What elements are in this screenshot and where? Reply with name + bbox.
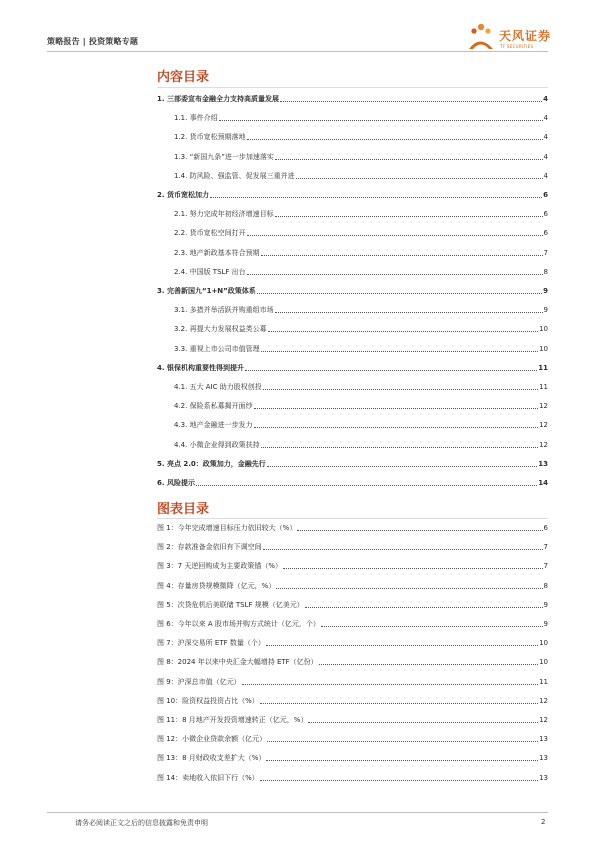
toc-entry-title: 1.3. “新国九条”进一步加速落实 (174, 152, 274, 161)
toc-entry[interactable] (157, 382, 548, 392)
toc-entry[interactable] (157, 286, 548, 296)
toc-entry[interactable] (157, 248, 548, 258)
toc-entry-page: 7 (543, 248, 548, 257)
toc-entry[interactable] (157, 677, 548, 687)
toc-leader-dots (261, 350, 538, 352)
toc-leader-dots (210, 196, 542, 198)
toc-entry[interactable] (157, 600, 548, 610)
toc-entry[interactable] (157, 734, 548, 744)
toc-leader-dots (247, 234, 543, 236)
figures-title-divider (157, 518, 548, 519)
toc-entry[interactable] (157, 401, 548, 411)
toc-entry-title: 2.2. 货币宽松空间打开 (174, 229, 246, 238)
toc-entry[interactable] (157, 657, 548, 667)
toc-leader-dots (254, 426, 538, 428)
toc-entry[interactable] (157, 638, 548, 648)
toc-leader-dots (321, 625, 543, 627)
brand-name-en: TF SECURITIES (500, 44, 534, 49)
toc-entry-title: 2.4. 中国版 TSLF 出台 (174, 267, 246, 276)
toc-entry-page: 4 (543, 152, 548, 161)
toc-entry-title: 图 3：7 天逆回购成为主要政策锚（%） (157, 562, 283, 571)
toc-leader-dots (219, 119, 543, 121)
toc-entry-title: 1. 三部委宣布金融全力支持高质量发展 (157, 95, 279, 103)
toc-entry-page: 6 (543, 191, 548, 199)
toc-leader-dots (263, 548, 543, 550)
toc-entry-page: 13 (539, 773, 548, 782)
toc-leader-dots (254, 407, 538, 409)
toc-entry[interactable] (157, 94, 548, 104)
toc-entry-title: 图 10：险资权益投资占比（%） (157, 696, 259, 705)
toc-leader-dots (260, 702, 538, 704)
toc-entry-page: 10 (539, 658, 548, 667)
toc-entry[interactable] (157, 132, 548, 142)
toc-entry[interactable] (157, 344, 548, 354)
toc-entry-title: 6. 风险提示 (157, 479, 195, 487)
footer-disclaimer: 请务必阅读正文之后的信息披露和免责申明 (75, 819, 208, 827)
toc-entry[interactable] (157, 753, 548, 763)
toc-leader-dots (196, 484, 537, 486)
toc-entry-page: 7 (543, 562, 548, 571)
toc-entry-title: 图 4：存量房贷规模微降（亿元，%） (157, 581, 276, 590)
toc-entry[interactable] (157, 478, 548, 488)
toc-entry[interactable] (157, 420, 548, 430)
toc-entry-title: 图 13：8 月财政收支差扩大（%） (157, 754, 266, 763)
toc-leader-dots (268, 330, 538, 332)
toc-entry-title: 图 11：8 月地产开发投资增速转正（亿元，%） (157, 716, 308, 724)
toc-entry-page: 12 (539, 716, 548, 724)
toc-entry-title: 3.3. 重视上市公司市值管理 (174, 344, 260, 353)
toc-entry[interactable] (157, 523, 548, 533)
toc-entry-title: 3. 完善新国九“1+N”政策体系 (157, 287, 256, 295)
toc-entry[interactable] (157, 619, 548, 629)
toc-entry-page: 4 (543, 114, 548, 123)
toc-entry-title: 图 1：今年完成增速目标压力依旧较大（%） (157, 524, 297, 532)
toc-leader-dots (267, 465, 537, 467)
figures-title: 图表目录 (157, 502, 210, 517)
toc-entry-title: 1.2. 货币宽松预期落地 (174, 133, 246, 142)
toc-entry-title: 2.3. 地产新政基本符合预期 (174, 248, 260, 257)
toc-entry-page: 9 (543, 306, 548, 315)
toc-leader-dots (261, 446, 538, 448)
toc-entry[interactable] (157, 267, 548, 277)
toc-leader-dots (263, 388, 538, 390)
toc-entry-title: 图 7：沪深交易所 ETF 数量（个） (157, 639, 265, 648)
toc-leader-dots (260, 779, 538, 781)
toc-entry-page: 8 (543, 267, 548, 276)
toc-entry-title: 图 14：卖地收入依旧下行（%） (157, 773, 259, 782)
brand-name-cn: 天风证券 (499, 29, 552, 43)
toc-entry[interactable] (157, 715, 548, 725)
toc-entry-page: 4 (543, 171, 548, 180)
toc-entry[interactable] (157, 152, 548, 162)
toc-entry-title: 图 9：沪深总市值（亿元） (157, 677, 241, 686)
toc-entry[interactable] (157, 542, 548, 552)
contents-title-divider (157, 87, 548, 88)
toc-entry-title: 4.3. 地产金融进一步发力 (174, 421, 253, 430)
contents-title: 内容目录 (157, 70, 210, 85)
toc-leader-dots (275, 311, 543, 313)
toc-entry-title: 图 6：今年以来 A 股市场并购方式统计（亿元，个） (157, 620, 320, 628)
brand-logo (466, 22, 561, 52)
toc-leader-dots (297, 529, 542, 531)
toc-entry-page: 13 (539, 735, 548, 744)
toc-entry[interactable] (157, 305, 548, 315)
toc-leader-dots (275, 215, 543, 217)
toc-entry-page: 12 (539, 440, 548, 449)
toc-leader-dots (280, 100, 542, 102)
toc-leader-dots (296, 177, 543, 179)
toc-leader-dots (276, 587, 542, 589)
toc-leader-dots (266, 759, 538, 761)
toc-entry-page: 11 (538, 363, 548, 372)
toc-entry-title: 4.2. 保险系私募揭开面纱 (174, 402, 253, 411)
toc-leader-dots (308, 721, 538, 723)
toc-entry-page: 10 (539, 639, 548, 648)
toc-entry-page: 13 (538, 459, 548, 468)
toc-entry[interactable] (157, 696, 548, 706)
toc-entry[interactable] (157, 324, 548, 334)
toc-leader-dots (257, 292, 542, 294)
toc-entry[interactable] (157, 773, 548, 783)
toc-leader-dots (245, 369, 537, 371)
toc-entry-page: 6 (543, 229, 548, 238)
toc-entry-title: 图 8：2024 年以来中央汇金大幅增持 ETF（亿份） (157, 658, 318, 667)
toc-entry[interactable] (157, 113, 548, 123)
toc-entry-title: 4.4. 小微企业得到政策扶持 (174, 440, 260, 449)
toc-entry[interactable] (157, 581, 548, 591)
toc-leader-dots (242, 683, 538, 685)
toc-entry-page: 4 (543, 133, 548, 142)
toc-entry-page: 10 (539, 325, 548, 334)
toc-entry-page: 6 (543, 210, 548, 219)
toc-entry-title: 2.1. 努力完成年初经济增速目标 (174, 210, 274, 219)
page-number: 2 (541, 818, 546, 826)
toc-entry-title: 2. 货币宽松加力 (157, 191, 209, 199)
toc-leader-dots (261, 254, 543, 256)
toc-leader-dots (283, 567, 543, 569)
toc-entry[interactable] (157, 171, 548, 181)
toc-leader-dots (247, 138, 543, 140)
tf-logo-icon (466, 22, 496, 52)
toc-entry[interactable] (157, 561, 548, 571)
footer-divider (47, 812, 548, 813)
toc-leader-dots (275, 158, 543, 160)
toc-entry-title: 4.1. 五大 AIC 助力股权创投 (174, 383, 262, 391)
toc-entry[interactable] (157, 209, 548, 219)
toc-leader-dots (319, 663, 538, 665)
toc-entry-page: 13 (539, 754, 548, 763)
report-type-label: 策略报告 | 投资策略专题 (47, 37, 139, 46)
toc-entry-title: 图 2：存款准备金依旧有下调空间 (157, 543, 262, 552)
toc-entry-title: 3.1. 多措并举活跃并购重组市场 (174, 306, 274, 315)
toc-entry-title: 3.2. 再提大力发展权益类公募 (174, 325, 267, 334)
toc-entry-page: 4 (543, 95, 548, 103)
toc-leader-dots (305, 606, 543, 608)
toc-entry[interactable] (157, 363, 548, 373)
toc-entry-page: 8 (543, 581, 548, 590)
toc-entry-title: 图 12：小微企业贷款余额（亿元） (157, 735, 267, 744)
toc-entry[interactable] (157, 459, 548, 469)
toc-entry-title: 4. 银保机构重要性得到提升 (157, 363, 244, 372)
toc-entry-page: 11 (539, 677, 548, 686)
toc-entry-page: 11 (539, 383, 548, 391)
toc-entry-title: 1.1. 事件介绍 (174, 114, 218, 123)
toc-entry-page: 9 (543, 600, 548, 609)
toc-entry[interactable] (157, 190, 548, 200)
toc-entry-page: 7 (543, 543, 548, 552)
toc-entry-page: 6 (543, 524, 548, 532)
toc-leader-dots (247, 273, 543, 275)
toc-leader-dots (266, 644, 538, 646)
toc-entry-page: 9 (543, 287, 548, 295)
toc-entry[interactable] (157, 440, 548, 450)
toc-entry-page: 9 (543, 620, 548, 628)
toc-leader-dots (267, 740, 538, 742)
toc-entry-title: 图 5：次贷危机后美联储 TSLF 规模（亿美元） (157, 600, 304, 609)
toc-entry-page: 12 (539, 696, 548, 705)
header-divider (47, 51, 548, 52)
toc-entry-title: 1.4. 防风险、强监管、促发展三重并进 (174, 171, 295, 180)
toc-entry-page: 12 (539, 421, 548, 430)
toc-entry-page: 14 (538, 479, 548, 487)
toc-entry-page: 10 (539, 344, 548, 353)
toc-entry-page: 12 (539, 402, 548, 411)
toc-entry-title: 5. 亮点 2.0：政策加力，金融先行 (157, 459, 266, 468)
toc-entry[interactable] (157, 228, 548, 238)
